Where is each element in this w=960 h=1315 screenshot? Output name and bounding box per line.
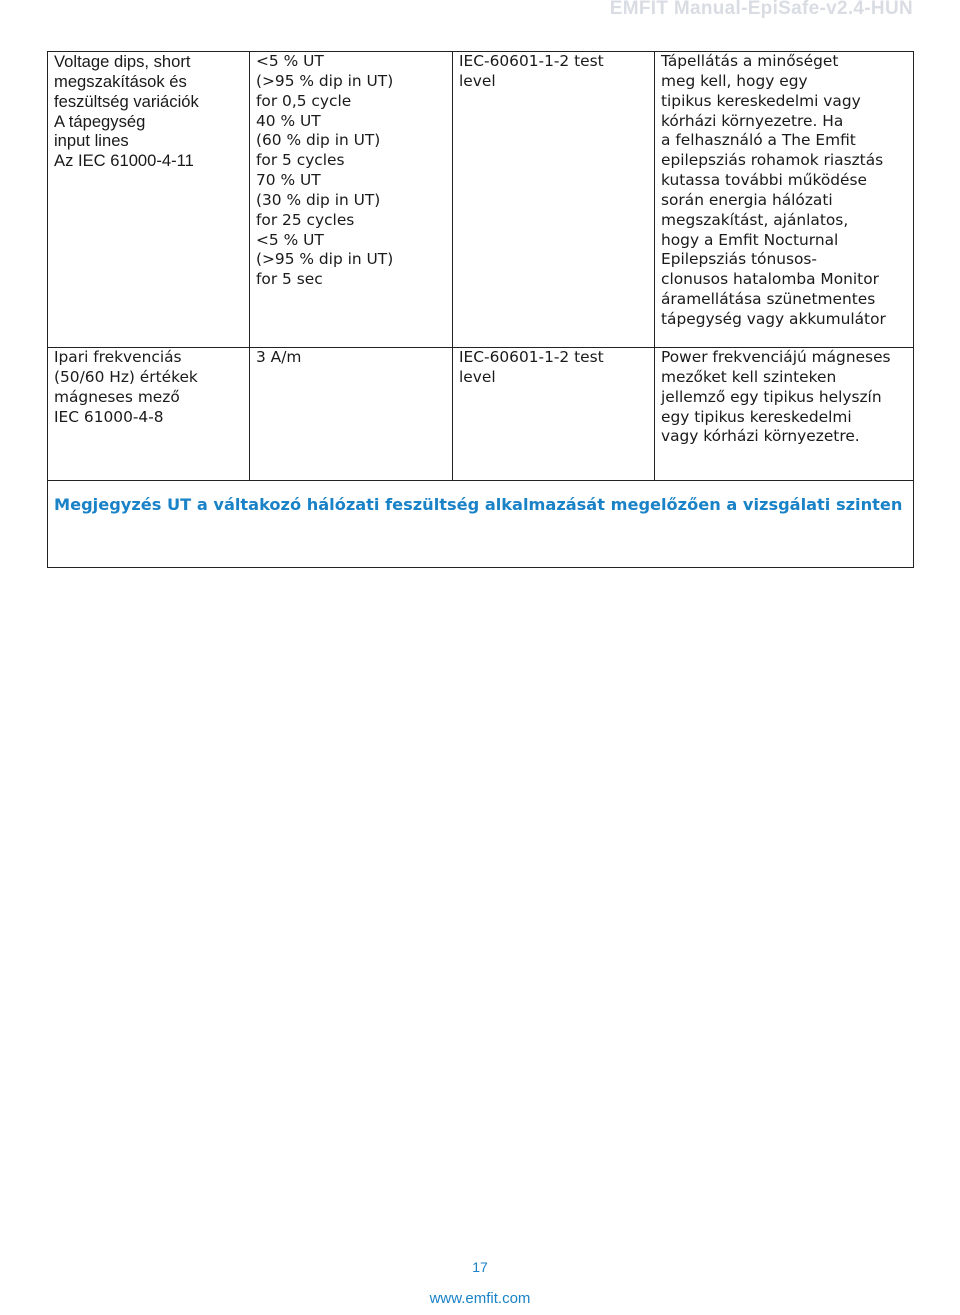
phenomenon-cell: Voltage dips, short megszakítások és feszültség variációk A tápegység input lines Az IEC 61000-4-11: [48, 52, 250, 348]
footer-url-link[interactable]: www.emfit.com: [429, 1290, 531, 1307]
table-note: Megjegyzés UT a váltakozó hálózati feszültség alkalmazását megelőzően a vizsgálati szinten: [48, 481, 914, 568]
table-row: [48, 348, 914, 481]
test-level-cell: 3 A/m: [250, 348, 453, 481]
page-number: 17: [472, 1259, 488, 1275]
emc-immunity-table: [47, 51, 914, 568]
table-row: [48, 52, 914, 348]
guidance-cell: Power frekvenciájú mágneses mezőket kell szinteken jellemző egy tipikus helyszín egy tipikus kereskedelmi vagy kórházi környezetre.: [655, 348, 914, 481]
test-level-cell: <5 % UT (>95 % dip in UT) for 0,5 cycle 40 % UT (60 % dip in UT) for 5 cycles 70 % UT (30 % dip in UT) for 25 cycles <5 % UT (>95 % dip in UT) for 5 sec: [250, 52, 453, 348]
compliance-level-cell: IEC-60601-1-2 test level: [453, 52, 655, 348]
guidance-cell: Tápellátás a minőséget meg kell, hogy egy tipikus kereskedelmi vagy kórházi környezetre. Ha a felhasználó a The Emfit epilepsziás rohamok riasztás kutassa további működése során energia hálózati megszakítást, ajánlatos, hogy a Emfit Nocturnal Epilepsziás tónusos- clonusos hatalomba Monitor áramellátása szünetmentes tápegység vagy akkumulátor: [655, 52, 914, 348]
table-note-row: [48, 481, 914, 568]
running-header-title: EMFIT Manual-EpiSafe-v2.4-HUN: [609, 0, 913, 19]
compliance-level-cell: IEC-60601-1-2 test level: [453, 348, 655, 481]
phenomenon-cell: Ipari frekvenciás (50/60 Hz) értékek mágneses mező IEC 61000-4-8: [48, 348, 250, 481]
